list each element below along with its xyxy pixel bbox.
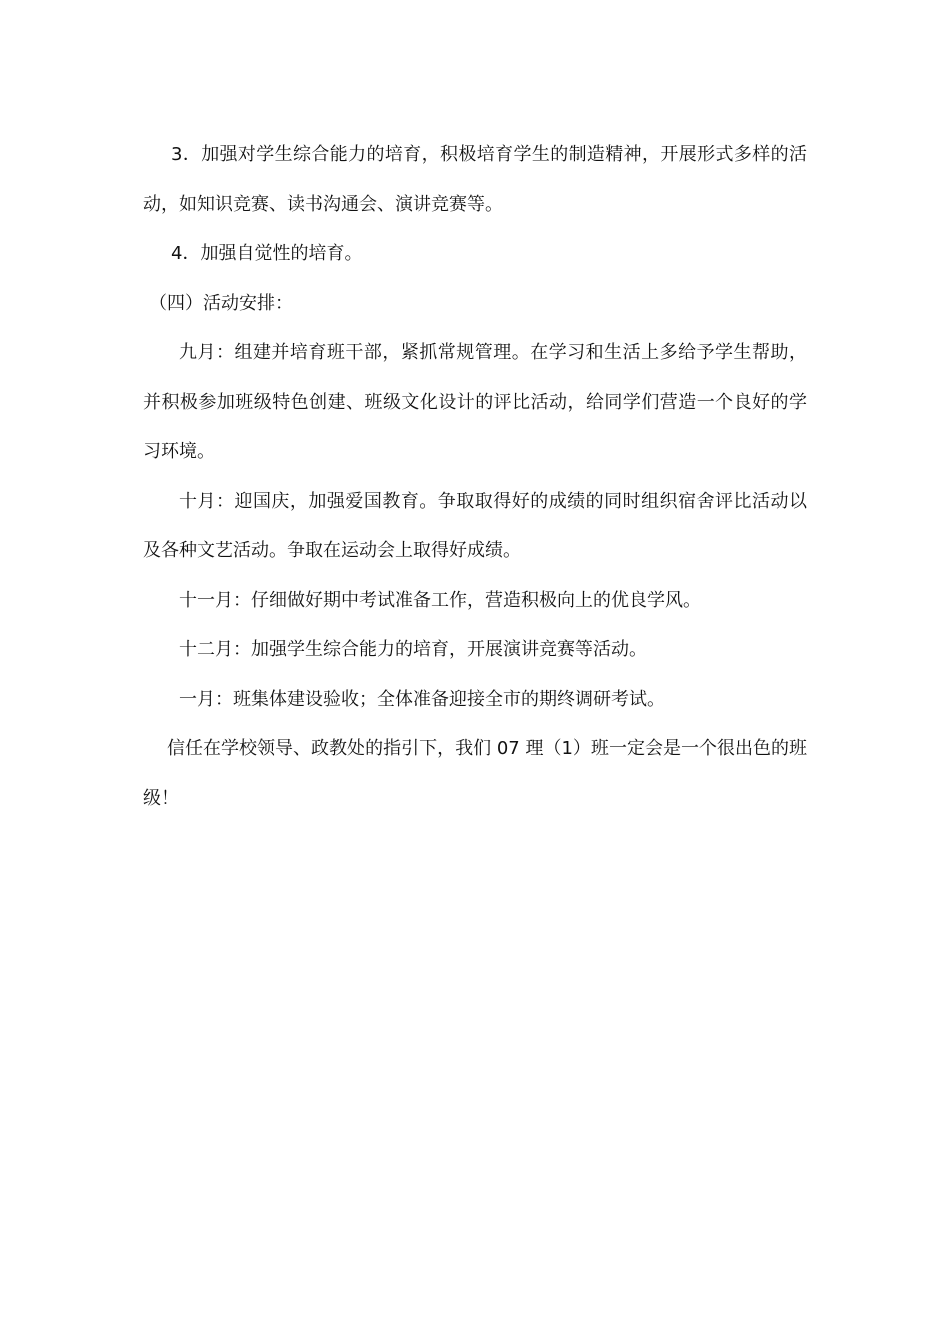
paragraph-item-4: 4．加强自觉性的培育。 bbox=[171, 243, 363, 264]
paragraph-conclusion: 信任在学校领导、政教处的指引下，我们 07 理（1）班一定会是一个很出色的班级！ bbox=[143, 738, 807, 809]
document-body bbox=[143, 130, 807, 823]
paragraph-january: 一月：班集体建设验收；全体准备迎接全市的期终调研考试。 bbox=[179, 688, 665, 710]
paragraph-november: 十一月：仔细做好期中考试准备工作，营造积极向上的优良学风。 bbox=[179, 589, 701, 611]
section-heading-activities: （四）活动安排： bbox=[149, 292, 293, 314]
paragraph-september: 九月：组建并培育班干部，紧抓常规管理。在学习和生活上多给予学生帮助，并积极参加班级特色创建、班级文化设计的评比活动，给同学们营造一个良好的学习环境。 bbox=[143, 342, 807, 462]
paragraph-december: 十二月：加强学生综合能力的培育，开展演讲竞赛等活动。 bbox=[179, 639, 647, 660]
paragraph-item-3: 3．加强对学生综合能力的培育，积极培育学生的制造精神，开展形式多样的活动，如知识竞赛、读书沟通会、演讲竞赛等。 bbox=[143, 144, 807, 215]
paragraph-october: 十月：迎国庆，加强爱国教育。争取取得好的成绩的同时组织宿舍评比活动以及各种文艺活动。争取在运动会上取得好成绩。 bbox=[143, 490, 807, 561]
